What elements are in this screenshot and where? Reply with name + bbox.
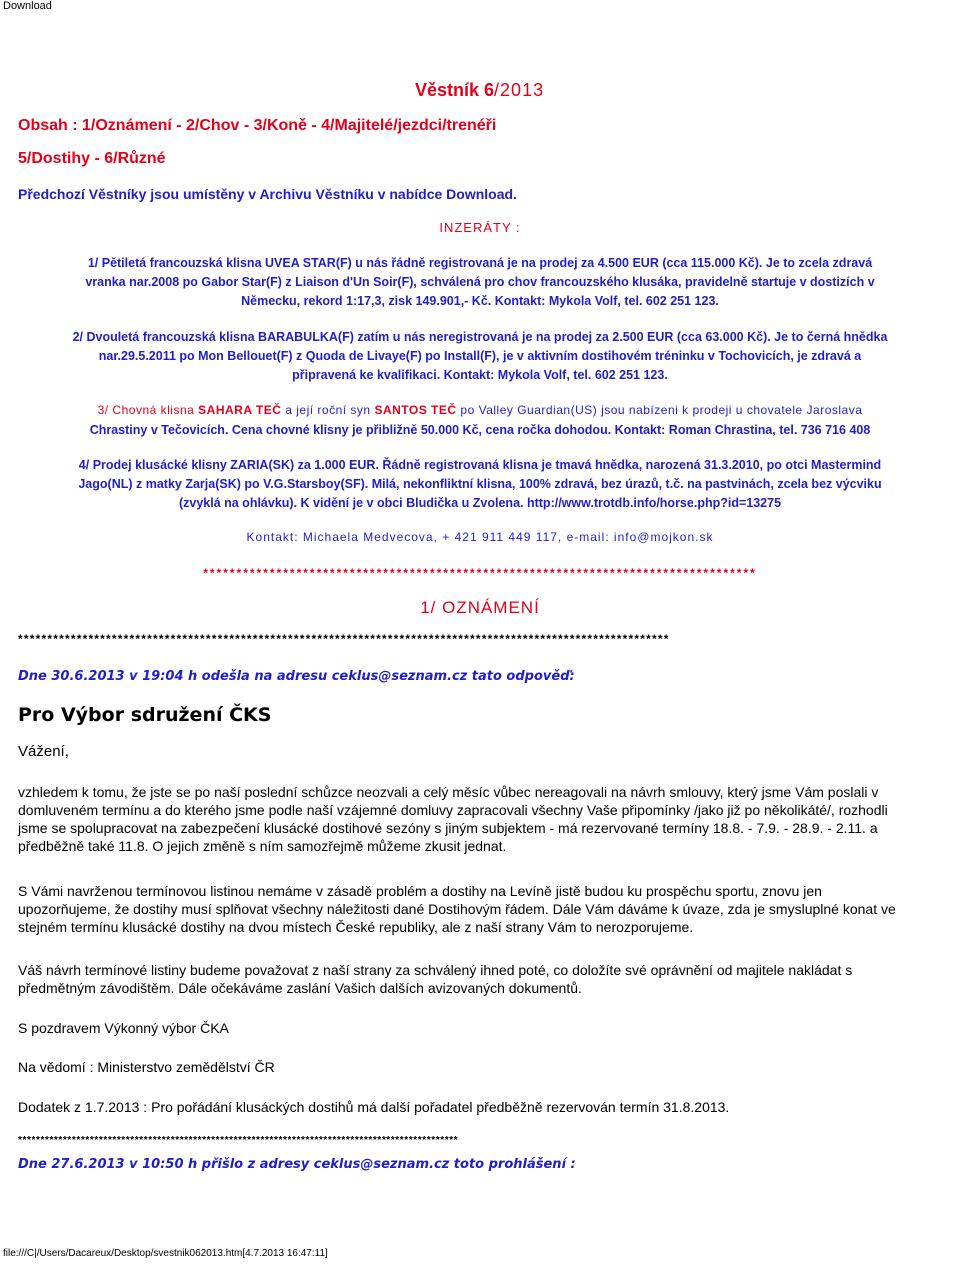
ad3-text-c: a její roční syn <box>281 403 375 417</box>
ad1-line-2: vranka nar.2008 po Gabor Star(F) z Liaison d'Un Soir(F), schválená pro chov francouzského klusáka, pravidelně startuje v dostizích v <box>85 275 875 289</box>
ad3-text-a: 3/ Chovná klisna <box>97 403 199 417</box>
separator-stars-short: ************************************************************************************************** <box>18 1135 459 1146</box>
ad4-line-2: Jago(NL) z matky Zarja(SK) po V.G.Starsboy(SF). Milá, nekonfliktní klisna, 100% zdravá, bez úrazů, t.č. na pastvinách, zcela bez výcviku <box>78 477 882 491</box>
paragraph-3 <box>18 961 852 997</box>
ad4-contact: Kontakt: Michaela Medvecova, + 421 911 449 117, e-mail: info@mojkon.sk <box>246 530 714 544</box>
letter-heading: Pro Výbor sdružení ČKS <box>18 704 272 726</box>
ad3-mare-name: SAHARA TEČ <box>198 403 282 417</box>
paragraph-1-line: předběžně také 11.8. O jejich změně s ním samozřejmě můžeme zkusit jednat. <box>18 838 507 854</box>
paragraph-2-line: upozorňujeme, že dostihy musí splňovat všechny náležitosti dané Dostihovým řádem. Dále Vám dáváme k úvaze, zda je smysluplné konat ve <box>18 901 896 917</box>
ad3-text-e: po Valley Guardian(US) jsou nabízeni k prodeji u chovatele Jaroslava <box>456 403 863 417</box>
carbon-copy: Na vědomí : Ministerstvo zemědělství ČR <box>18 1059 275 1075</box>
ad2-line-3: připravená ke kvalifikaci. Kontakt: Mykola Volf, tel. 602 251 123. <box>292 368 668 382</box>
paragraph-2 <box>18 882 896 936</box>
title-year: /2013 <box>494 80 545 100</box>
archive-note: Předchozí Věstníky jsou umístěny v Archivu Věstníku v nabídce Download. <box>18 186 517 202</box>
regards: S pozdravem Výkonný výbor ČKA <box>18 1020 229 1036</box>
ad1-line-1: 1/ Pětiletá francouzská klisna UVEA STAR(F) u nás řádně registrovaná je na prodej za 4.500 EUR (cca 115.000 Kč). Je to zcela zdravá <box>87 256 873 270</box>
paragraph-1-line: jsme se spolupracovat na zabezpečení klusácké dostihové sezóny s jiným subjektem - má rezervované termíny 18.8. - 7.9. - 28.9. - 2.11. a <box>18 820 878 836</box>
ad2-line-2: nar.29.5.2011 po Mon Bellouet(F) z Quoda de Livaye(F) po Install(F), je v aktivním dostihovém tréninku v Tochovicích, je zdravá a <box>98 349 862 363</box>
footer-file-path: file:///C|/Users/Dacareux/Desktop/svestnik062013.htm[4.7.2013 16:47:11] <box>3 1248 328 1259</box>
table-of-contents-line-2: 5/Dostihy - 6/Různé <box>18 150 166 167</box>
separator-stars-black: *************************************************************************************************************** <box>18 632 670 646</box>
paragraph-1-line: vzhledem k tomu, že jste se po naší poslední schůzce neozvali a celý měsíc vůbec nereagovali na návrh smlouvy, který jsme Vám poslali v <box>18 784 879 800</box>
separator-stars-red: *********************************************************************************** <box>203 566 757 580</box>
paragraph-3-line: Váš návrh termínové listiny budeme považovat z naší strany za schválený ihned poté, co doložíte své oprávnění od majitele nakládat s <box>18 962 853 978</box>
ad2-line-1: 2/ Dvouletá francouzská klisna BARABULKA(F) zatím u nás neregistrovaná je na prodej za 2.500 EUR (cca 63.000 Kč). Je to černá hnědka <box>72 330 888 344</box>
ad4-line-3: (zvyklá na ohlávku). K vidění je v obci Bludička u Zvolena. http://www.trotdb.info/horse.php?id=13275 <box>178 496 782 510</box>
paragraph-1 <box>18 783 888 855</box>
download-link[interactable]: Download <box>3 0 52 12</box>
ad3-foal-name: SANTOS TEČ <box>374 403 457 417</box>
email-intro-2: Dne 27.6.2013 v 10:50 h přišlo z adresy ceklus@seznam.cz toto prohlášení : <box>18 1157 576 1172</box>
section-heading: 1/ OZNÁMENÍ <box>420 598 540 617</box>
table-of-contents-line-1: Obsah : 1/Oznámení - 2/Chov - 3/Koně - 4/Majitelé/jezdci/trenéři <box>18 117 497 134</box>
ad3-line-1 <box>0 403 960 417</box>
paragraph-1-line: domluveném termínu a do kterého jsme podle naší vzájemné domluvy zapracovali všechny Vaše připomínky /jako již po několikáté/, rozhodli <box>18 802 888 818</box>
title-main: Věstník 6 <box>415 80 495 100</box>
paragraph-2-line: stejném termínu klusácké dostihy na dvou místech České republiky, ale z naší strany Vám to nerozporujeme. <box>18 919 694 935</box>
addendum: Dodatek z 1.7.2013 : Pro pořádání klusáckých dostihů má další pořadatel předběžně rezervován termín 31.8.2013. <box>18 1099 730 1115</box>
paragraph-2-line: S Vámi navrženou termínovou listinou nemáme v zásadě problém a dostihy na Levíně jistě budou ku prospěchu sportu, znovu jen <box>18 883 822 899</box>
paragraph-3-line: předmětným závodištěm. Dále očekáváme zaslání Vašich dalších avizovaných dokumentů. <box>18 980 582 996</box>
ad1-line-3: Německu, rekord 1:17,3, zisk 149.901,- Kč. Kontakt: Mykola Volf, tel. 602 251 123. <box>241 294 719 308</box>
ad4-line-1: 4/ Prodej klusácké klisny ZARIA(SK) za 1.000 EUR. Řádně registrovaná klisna je tmavá hnědka, narozená 31.3.2010, po otci Mastermind <box>78 458 882 472</box>
ad3-line-2: Chrastiny v Tečovicích. Cena chovné klisny je přibližně 50.000 Kč, cena ročka dohodou. Kontakt: Roman Chrastina, tel. 736 716 408 <box>89 423 871 437</box>
ads-heading: INZERÁTY : <box>439 220 521 235</box>
salutation: Vážení, <box>18 743 69 760</box>
email-intro: Dne 30.6.2013 v 19:04 h odešla na adresu ceklus@seznam.cz tato odpověď: <box>18 669 575 684</box>
page-title <box>415 80 544 101</box>
